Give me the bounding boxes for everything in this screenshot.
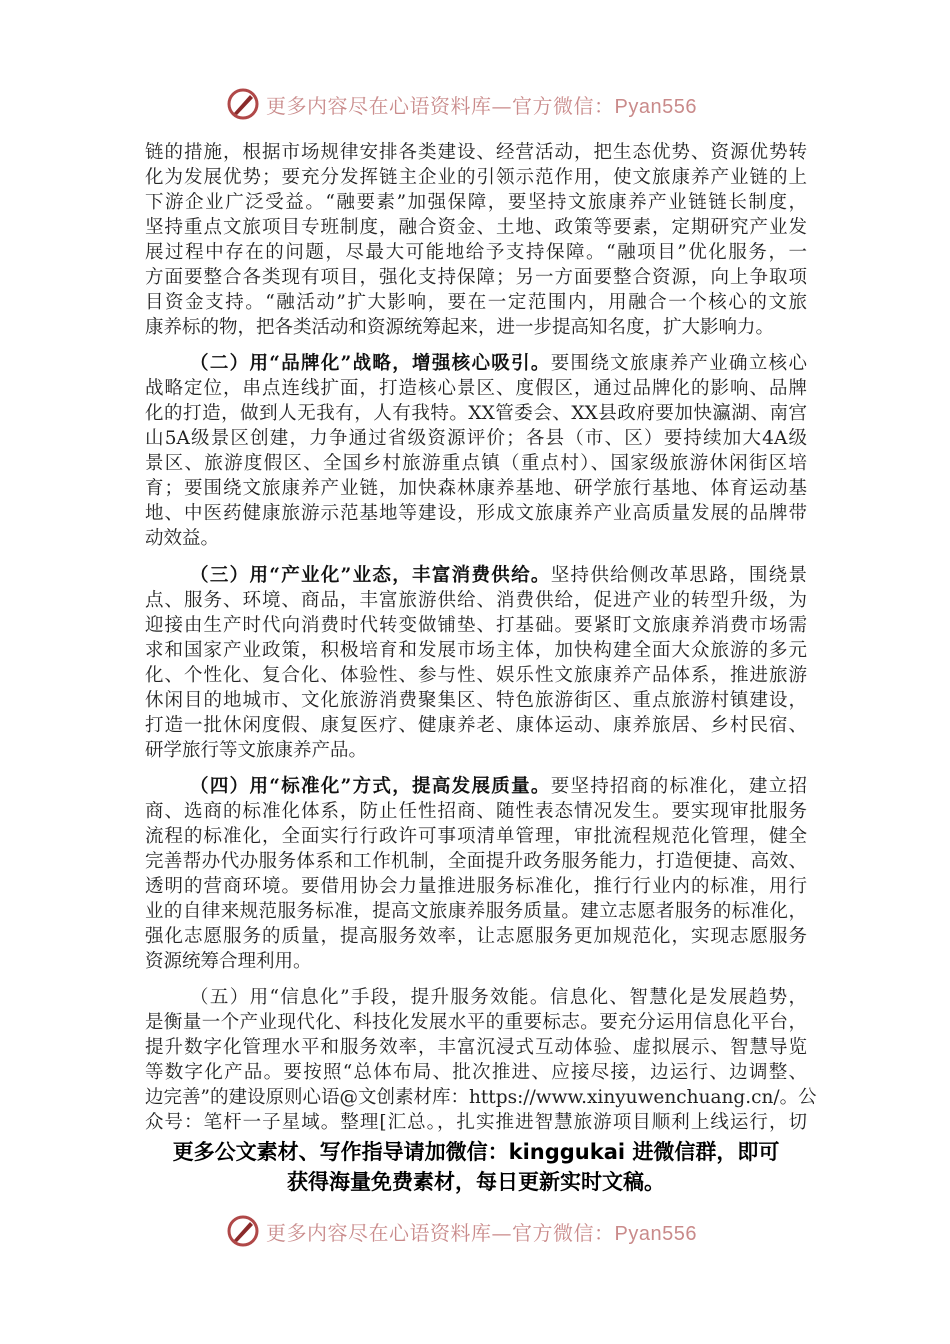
promo-banner [145,1137,807,1197]
text-span: 要坚持招商的标准化，建立招 [550,776,807,797]
text-line: 资源统筹合理利用。 [145,951,312,972]
paragraph-2 [145,351,807,551]
header-watermark [226,84,726,124]
promo-line-2: 获得海量免费素材，每日更新实时文稿。 [287,1170,665,1194]
text-line: 等数字化产品。要按照“总体布局、批次推进、应接尽接，边运行、边调整、 [145,1062,807,1083]
text-line: 坚持重点文旅项目专班制度，融合资金、土地、政策等要素，定期研究产业发 [145,217,807,238]
paragraph-5 [145,985,817,1135]
text-line: 边完善”的建设原则心语@文创素材库：https://www.xinyuwenchuang.cn/。公 [145,1087,817,1108]
text-line: 目资金支持。“融活动”扩大影响，要在一定范围内，用融合一个核心的文旅 [145,292,807,313]
section-heading: （二）用“品牌化”战略，增强核心吸引。 [190,353,551,374]
text-line: 战略定位，串点连线扩面，打造核心景区、度假区，通过品牌化的影响、品牌 [145,378,807,399]
text-line: 动效益。 [145,528,220,549]
section-heading: （四）用“标准化”方式，提高发展质量。 [190,776,551,797]
text-line: 育；要围绕文旅康养产业链，加快森林康养基地、研学旅行基地、体育运动基 [145,478,807,499]
text-line: 地、中医药健康旅游示范基地等建设，形成文旅康养产业高质量发展的品牌带 [145,503,807,524]
text-line: 化为发展优势；要充分发挥链主企业的引领示范作用，使文旅康养产业链的上 [145,167,807,188]
text-line: 研学旅行等文旅康养产品。 [145,740,368,761]
text-line: 求和国家产业政策，积极培育和发展市场主体，加快构建全面大众旅游的多元 [145,640,807,661]
text-line: 打造一批休闲度假、康复医疗、健康养老、康体运动、康养旅居、乡村民宿、 [145,715,807,736]
footer-watermark [226,1211,726,1251]
text-line: 山5A级景区创建，力争通过省级资源评价；各县（市、区）要持续加大4A级 [145,428,807,449]
text-line: 下游企业广泛受益。“融要素”加强保障，要坚持文旅康养产业链链长制度， [145,192,807,213]
text-line: 强化志愿服务的质量，提高服务效率，让志愿服务更加规范化，实现志愿服务 [145,926,807,947]
text-line: 提升数字化管理水平和服务效率，丰富沉浸式互动体验、虚拟展示、智慧导览 [145,1037,807,1058]
text-line [145,774,807,799]
text-line: 众号：笔杆一子星域。整理[汇总。，扎实推进智慧旅游项目顺利上线运行，切 [145,1112,807,1133]
text-line: 方面要整合各类现有项目，强化支持保障；另一方面要整合资源，向上争取项 [145,267,807,288]
text-line: 化的打造，做到人无我有，人有我特。XX管委会、XX县政府要加快瀛湖、南宫 [145,403,807,424]
text-line: 商、选商的标准化体系，防止任性招商、随性表态情况发生。要实现审批服务 [145,801,807,822]
pen-logo-icon [226,87,260,121]
text-line: 完善帮办代办服务体系和工作机制，全面提升政务服务能力，打造便捷、高效、 [145,851,807,872]
text-line [145,563,807,588]
text-line: 点、服务、环境、商品，丰富旅游供给、消费供给，促进产业的转型升级，为 [145,590,807,611]
text-line: 展过程中存在的问题，尽最大可能地给予支持保障。“融项目”优化服务，一 [145,242,807,263]
text-line: 链的措施，根据市场规律安排各类建设、经营活动，把生态优势、资源优势转 [145,142,807,163]
text-line: 透明的营商环境。要借用协会力量推进服务标准化，推行行业内的标准，用行 [145,876,807,897]
paragraph-1 [145,140,807,340]
text-span: 要围绕文旅康养产业确立核心 [550,353,807,374]
paragraph-3 [145,563,807,763]
text-line: 业的自律来规范服务标准，提高文旅康养服务质量。建立志愿者服务的标准化， [145,901,807,922]
text-line: 休闲目的地城市、文化旅游消费聚集区、特色旅游街区、重点旅游村镇建设， [145,690,807,711]
pen-logo-icon [226,1214,260,1248]
text-line [145,351,807,376]
watermark-text: 更多内容尽在心语资料库—官方微信：Pyan556 [266,1220,697,1245]
text-line: 康养标的物，把各类活动和资源统筹起来，进一步提高知名度，扩大影响力。 [145,317,775,338]
watermark-text: 更多内容尽在心语资料库—官方微信：Pyan556 [266,93,697,118]
text-line: 化、个性化、复合化、体验性、参与性、娱乐性文旅康养产品体系，推进旅游 [145,665,807,686]
text-span: 坚持供给侧改革思路，围绕景 [550,565,807,586]
text-line: 流程的标准化，全面实行行政许可事项清单管理，审批流程规范化管理，健全 [145,826,807,847]
text-line: 迎接由生产时代向消费时代转变做铺垫、打基础。要紧盯文旅康养消费市场需 [145,615,807,636]
paragraph-4 [145,774,807,974]
text-line: 景区、旅游度假区、全国乡村旅游重点镇（重点村）、国家级旅游休闲街区培 [145,453,807,474]
text-line: （五）用“信息化”手段，提升服务效能。信息化、智慧化是发展趋势， [190,987,807,1008]
text-line: 是衡量一个产业现代化、科技化发展水平的重要标志。要充分运用信息化平台， [145,1012,807,1033]
section-heading: （三）用“产业化”业态，丰富消费供给。 [190,565,551,586]
promo-line-1: 更多公文素材、写作指导请加微信：kinggukai 进微信群，即可 [172,1140,780,1164]
